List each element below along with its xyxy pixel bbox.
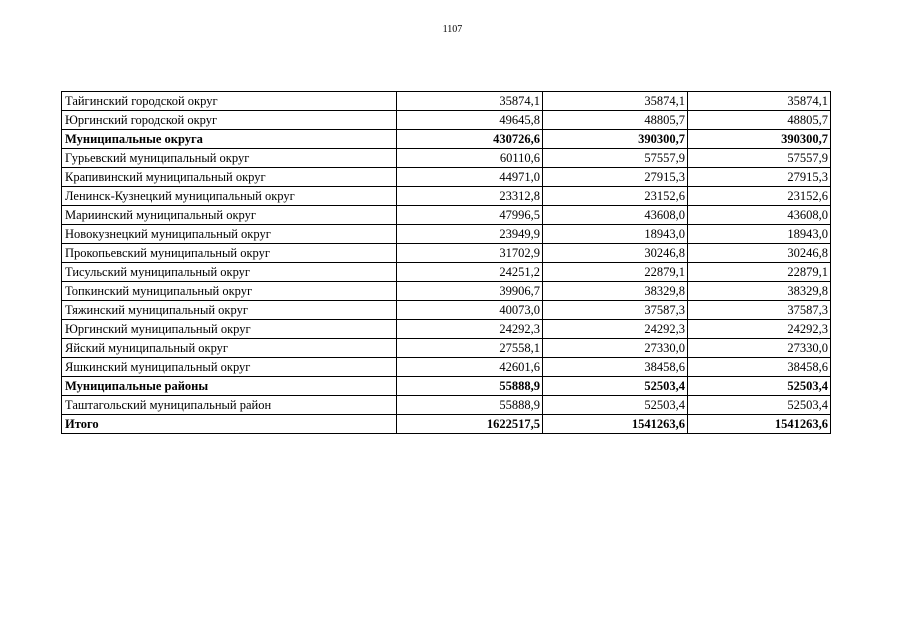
row-name-cell: Топкинский муниципальный округ — [62, 282, 397, 301]
value-2-cell: 18943,0 — [543, 225, 688, 244]
value-1-cell: 31702,9 — [397, 244, 543, 263]
value-3-cell: 24292,3 — [688, 320, 831, 339]
table-row — [62, 92, 831, 111]
value-3-cell: 22879,1 — [688, 263, 831, 282]
value-1-cell: 49645,8 — [397, 111, 543, 130]
value-1-cell: 24292,3 — [397, 320, 543, 339]
table-row — [62, 263, 831, 282]
value-1-cell: 35874,1 — [397, 92, 543, 111]
row-name-cell: Тяжинский муниципальный округ — [62, 301, 397, 320]
row-name-cell: Яшкинский муниципальный округ — [62, 358, 397, 377]
value-3-cell: 57557,9 — [688, 149, 831, 168]
value-3-cell: 38458,6 — [688, 358, 831, 377]
value-2-cell: 38458,6 — [543, 358, 688, 377]
table-row — [62, 377, 831, 396]
table-row — [62, 396, 831, 415]
table-row — [62, 206, 831, 225]
value-1-cell: 55888,9 — [397, 396, 543, 415]
value-2-cell: 30246,8 — [543, 244, 688, 263]
value-2-cell: 38329,8 — [543, 282, 688, 301]
value-2-cell: 37587,3 — [543, 301, 688, 320]
value-2-cell: 1541263,6 — [543, 415, 688, 434]
value-3-cell: 52503,4 — [688, 377, 831, 396]
value-1-cell: 27558,1 — [397, 339, 543, 358]
row-name-cell: Новокузнецкий муниципальный округ — [62, 225, 397, 244]
value-2-cell: 35874,1 — [543, 92, 688, 111]
value-2-cell: 24292,3 — [543, 320, 688, 339]
value-3-cell: 390300,7 — [688, 130, 831, 149]
value-1-cell: 24251,2 — [397, 263, 543, 282]
value-1-cell: 39906,7 — [397, 282, 543, 301]
row-name-cell: Юргинский городской округ — [62, 111, 397, 130]
value-2-cell: 23152,6 — [543, 187, 688, 206]
value-1-cell: 60110,6 — [397, 149, 543, 168]
budget-table-body — [62, 92, 831, 434]
table-row — [62, 282, 831, 301]
row-name-cell: Таштагольский муниципальный район — [62, 396, 397, 415]
row-name-cell: Крапивинский муниципальный округ — [62, 168, 397, 187]
value-3-cell: 18943,0 — [688, 225, 831, 244]
value-2-cell: 48805,7 — [543, 111, 688, 130]
value-1-cell: 23312,8 — [397, 187, 543, 206]
value-3-cell: 35874,1 — [688, 92, 831, 111]
row-name-cell: Тайгинский городской округ — [62, 92, 397, 111]
value-2-cell: 27330,0 — [543, 339, 688, 358]
row-name-cell: Юргинский муниципальный округ — [62, 320, 397, 339]
value-2-cell: 52503,4 — [543, 377, 688, 396]
table-row — [62, 301, 831, 320]
value-3-cell: 23152,6 — [688, 187, 831, 206]
row-name-cell: Яйский муниципальный округ — [62, 339, 397, 358]
row-name-cell: Ленинск-Кузнецкий муниципальный округ — [62, 187, 397, 206]
row-name-cell: Муниципальные районы — [62, 377, 397, 396]
value-1-cell: 23949,9 — [397, 225, 543, 244]
table-row — [62, 225, 831, 244]
value-2-cell: 22879,1 — [543, 263, 688, 282]
row-name-cell: Гурьевский муниципальный округ — [62, 149, 397, 168]
value-3-cell: 27915,3 — [688, 168, 831, 187]
value-2-cell: 27915,3 — [543, 168, 688, 187]
value-1-cell: 44971,0 — [397, 168, 543, 187]
page-number: 1107 — [442, 24, 463, 35]
table-row — [62, 339, 831, 358]
value-1-cell: 40073,0 — [397, 301, 543, 320]
table-row — [62, 168, 831, 187]
row-name-cell: Итого — [62, 415, 397, 434]
row-name-cell: Тисульский муниципальный округ — [62, 263, 397, 282]
value-1-cell: 42601,6 — [397, 358, 543, 377]
value-3-cell: 48805,7 — [688, 111, 831, 130]
value-3-cell: 38329,8 — [688, 282, 831, 301]
row-name-cell: Муниципальные округа — [62, 130, 397, 149]
row-name-cell: Мариинский муниципальный округ — [62, 206, 397, 225]
budget-table — [61, 91, 831, 434]
value-1-cell: 55888,9 — [397, 377, 543, 396]
value-1-cell: 1622517,5 — [397, 415, 543, 434]
table-row — [62, 244, 831, 263]
table-row — [62, 130, 831, 149]
value-2-cell: 52503,4 — [543, 396, 688, 415]
table-row — [62, 415, 831, 434]
value-1-cell: 47996,5 — [397, 206, 543, 225]
table-row — [62, 358, 831, 377]
value-2-cell: 390300,7 — [543, 130, 688, 149]
value-3-cell: 27330,0 — [688, 339, 831, 358]
table-row — [62, 320, 831, 339]
value-3-cell: 1541263,6 — [688, 415, 831, 434]
value-3-cell: 30246,8 — [688, 244, 831, 263]
table-row — [62, 149, 831, 168]
value-2-cell: 43608,0 — [543, 206, 688, 225]
value-3-cell: 52503,4 — [688, 396, 831, 415]
value-3-cell: 43608,0 — [688, 206, 831, 225]
value-1-cell: 430726,6 — [397, 130, 543, 149]
table-row — [62, 111, 831, 130]
row-name-cell: Прокопьевский муниципальный округ — [62, 244, 397, 263]
table-row — [62, 187, 831, 206]
value-3-cell: 37587,3 — [688, 301, 831, 320]
value-2-cell: 57557,9 — [543, 149, 688, 168]
